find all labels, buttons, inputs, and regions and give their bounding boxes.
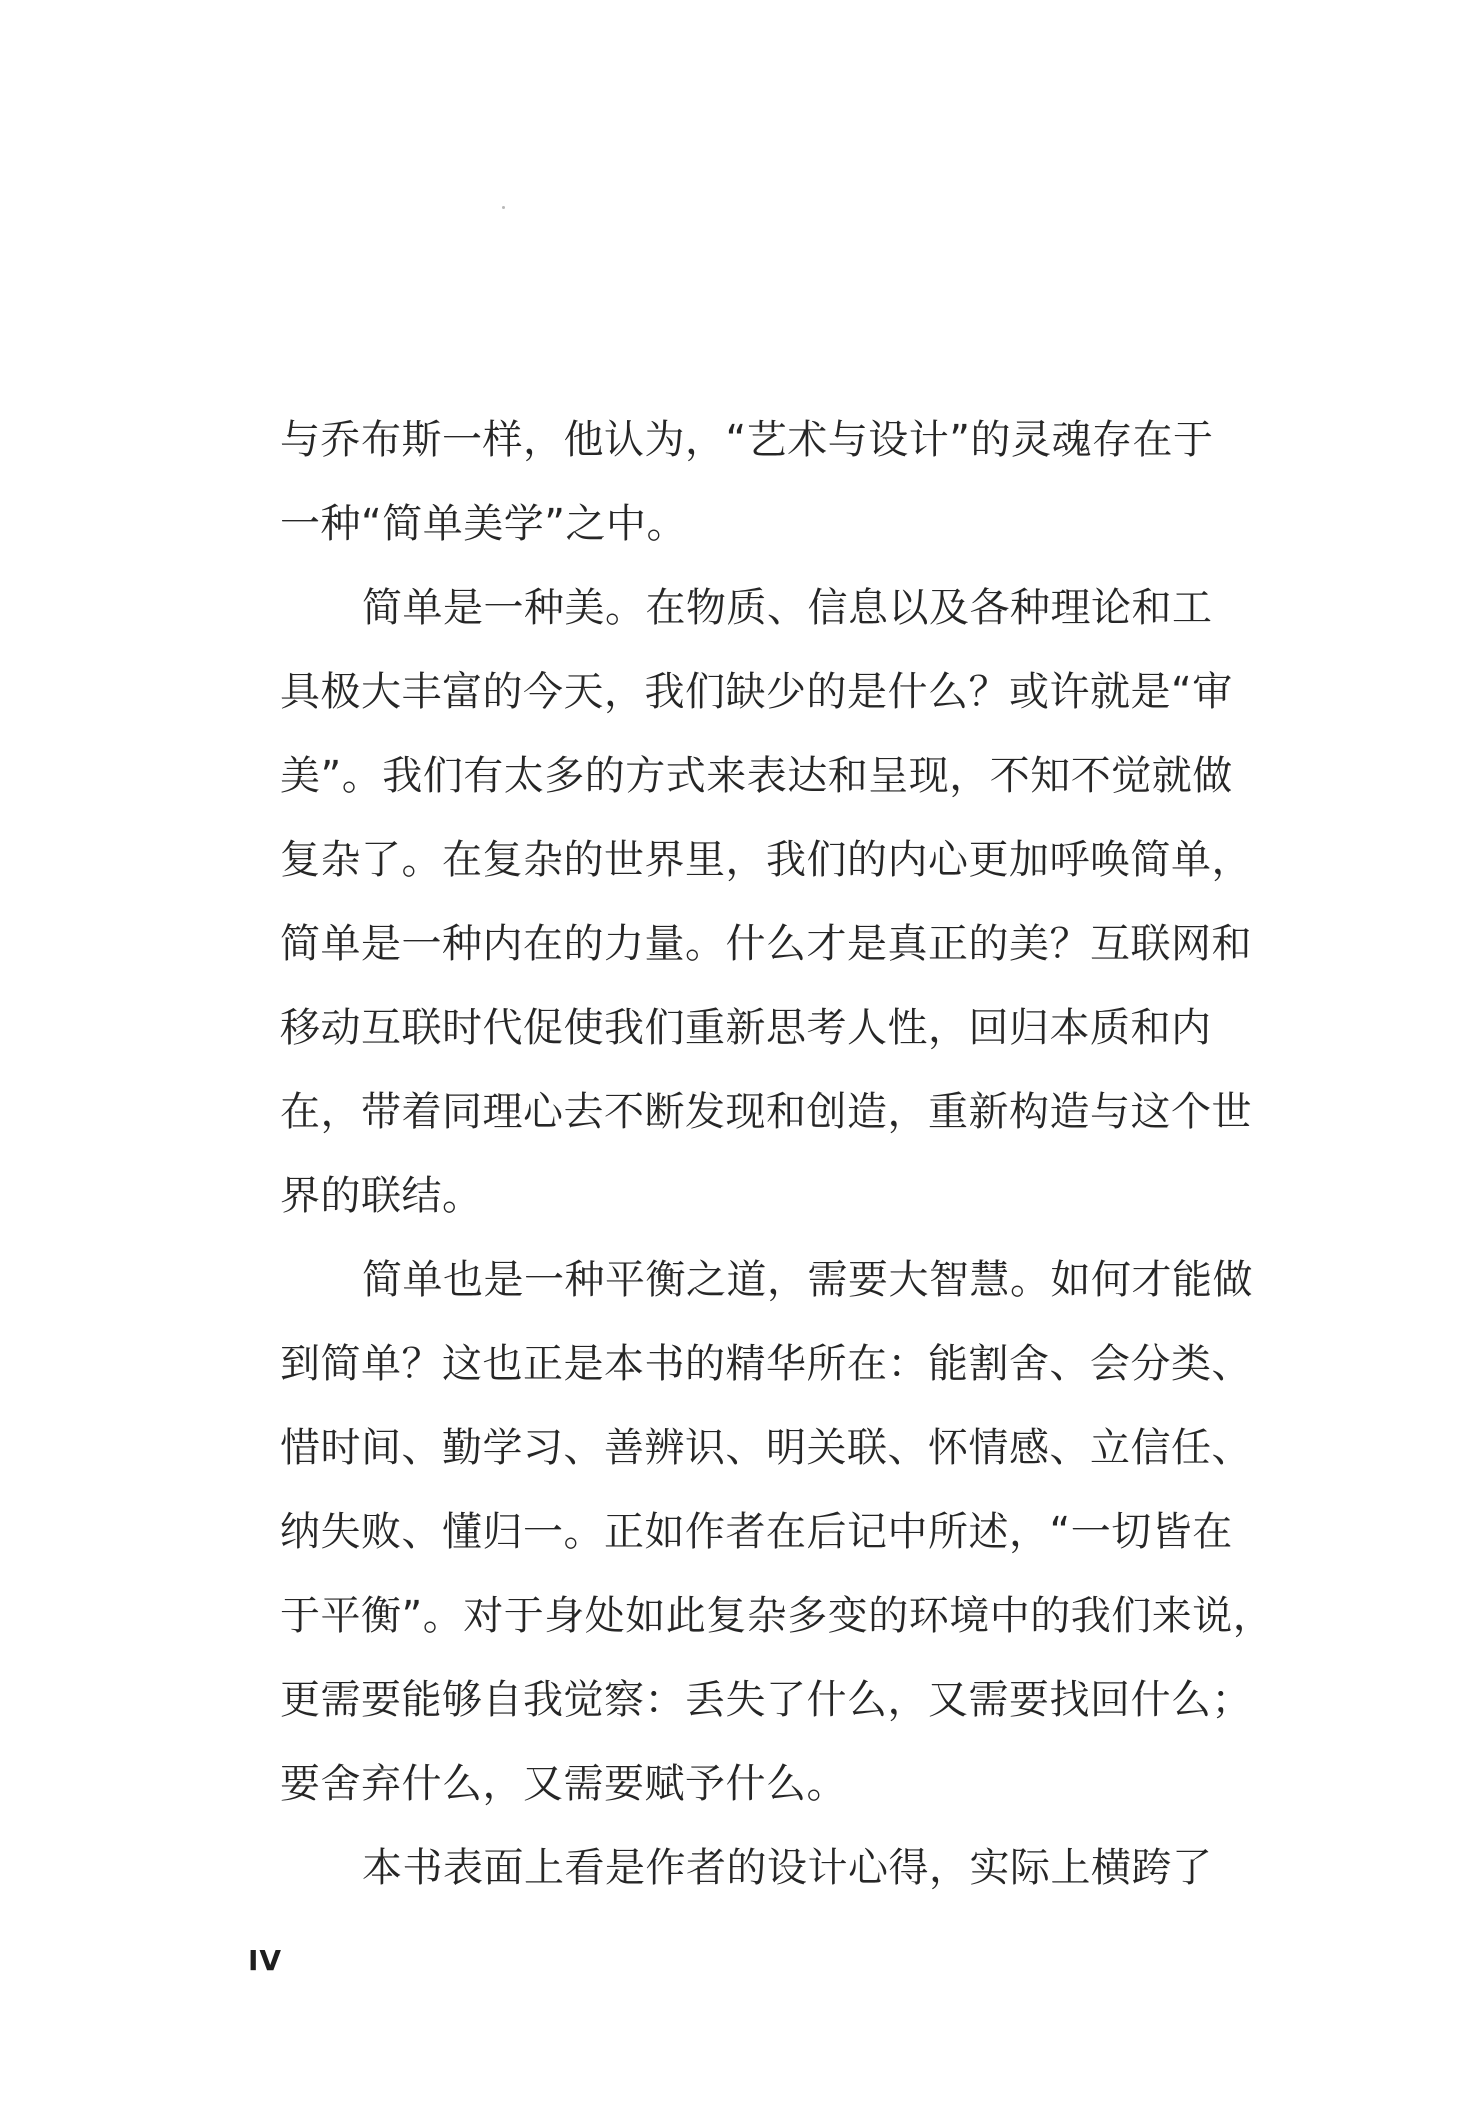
text-line: 惜时间、勤学习、善辨识、明关联、怀情感、立信任、 — [280, 1425, 1252, 1471]
text-line: 一种“简单美学”之中。 — [280, 501, 687, 547]
text-line: 在，带着同理心去不断发现和创造，重新构造与这个世 — [280, 1089, 1252, 1135]
paragraph-start-line: 简单是一种美。在物质、信息以及各种理论和工 — [362, 585, 1213, 631]
text-line: 要舍弃什么，又需要赋予什么。 — [280, 1761, 847, 1807]
text-line: 具极大丰富的今天，我们缺少的是什么？或许就是“审 — [280, 669, 1233, 715]
text-line: 移动互联时代促使我们重新思考人性，回归本质和内 — [280, 1005, 1212, 1051]
text-line: 更需要能够自我觉察：丢失了什么，又需要找回什么； — [280, 1677, 1252, 1723]
paragraph-start-line: 简单也是一种平衡之道，需要大智慧。如何才能做 — [362, 1257, 1253, 1303]
text-line: 与乔布斯一样，他认为，“艺术与设计”的灵魂存在于 — [280, 417, 1214, 463]
scan-speck — [502, 206, 505, 209]
text-line: 到简单？这也正是本书的精华所在：能割舍、会分类、 — [280, 1341, 1252, 1387]
paragraph-start-line: 本书表面上看是作者的设计心得，实际上横跨了 — [362, 1845, 1213, 1891]
text-line: 于平衡”。对于身处如此复杂多变的环境中的我们来说， — [280, 1593, 1274, 1639]
text-line: 界的联结。 — [280, 1173, 483, 1219]
page-number: IV — [248, 1944, 283, 1977]
text-line: 复杂了。在复杂的世界里，我们的内心更加呼唤简单， — [280, 837, 1252, 883]
text-line: 美”。我们有太多的方式来表达和呈现，不知不觉就做 — [280, 753, 1233, 799]
text-line: 纳失败、懂归一。正如作者在后记中所述，“一切皆在 — [280, 1509, 1233, 1555]
text-line: 简单是一种内在的力量。什么才是真正的美？互联网和 — [280, 921, 1252, 967]
body-text — [280, 398, 1274, 1910]
